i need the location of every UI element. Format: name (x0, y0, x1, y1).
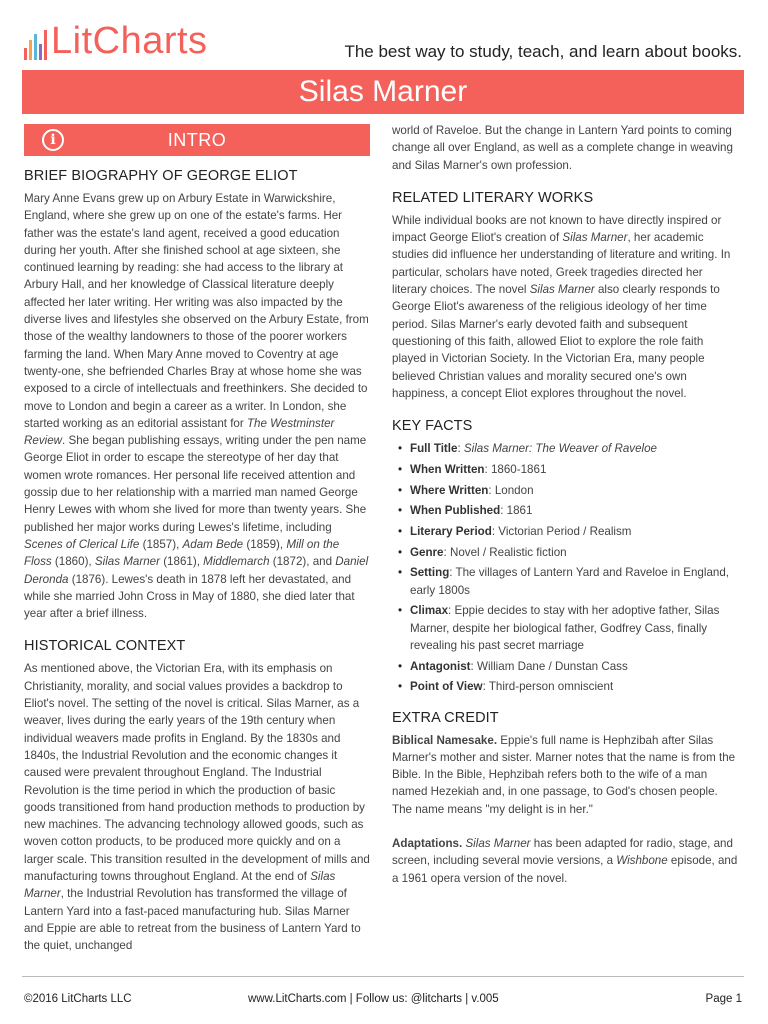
footer-divider (22, 976, 744, 977)
logo-text: LitCharts (51, 20, 208, 62)
related-heading: RELATED LITERARY WORKS (392, 189, 594, 206)
key-facts-list (392, 440, 738, 695)
intro-section-bar (24, 124, 370, 156)
biography-text: Mary Anne Evans grew up on Arbury Estate in Warwickshire, England, where she grew up on one of the estate's farms. Her father was the estate's land agent, received a good education during her youth. After she finished school at age sixteen, she continued learning by reading: she had access to the library at Arbury Hall, and her knowledge of Classical literature deeply affected her later writing. Her writing was also impacted by the diverse lives and lifestyles she observed on the Arbury Estate, from those of the wealthy landowners to those of the poorer workers farming the land. When Mary Anne moved to Coventry at age twenty-one, she befriended Charles Bray at whose home she was exposed to a circle of intellectuals and freethinkers. She decided to move to London and begin a career as a writer. In London, she started working as an editorial assistant for The Westminster Review. She began publishing essays, writing under the pen name George Eliot in order to escape the stereotype of her day that women wrote romances. Her personal life received attention and gossip due to her relationship with a married man named George Henry Lewes with whom she lived for more than twenty years. She published her major works during Lewes's lifetime, including Scenes of Clerical Life (1857), Adam Bede (1859), Mill on the Floss (1860), Silas Marner (1861), Middlemarch (1872), and Daniel Deronda (1876). Lewes's death in 1878 left her devastated, and while she married John Cross in May of 1880, she died later that year after a brief illness. (24, 192, 369, 621)
title-bar (22, 70, 744, 114)
historical-text-continued: world of Raveloe. But the change in Lantern Yard points to coming change all over England, as well as a complete change in weaving and Silas Marner's own profession. (392, 124, 733, 172)
book-title: Silas Marner (298, 75, 468, 108)
list-item: • Where Written: London (392, 482, 738, 499)
related-text: While individual books are not known to have directly inspired or impact George Eliot's creation of Silas Marner, her academic studies did influence her understanding of literature and writing. In particular, scholars have noted, Greek tragedies directed her literary choices. The novel Silas Marner also clearly responds to George Eliot's awareness of the religious ideology of her time period. Silas Marner's early devoted faith and subsequent questioning of this faith, allowed Eliot to explore the role faith played in Victorian Society. In the Victorian Era, many people believed Christian values and morality secured one's own happiness, a concept Eliot explores throughout the novel. (392, 213, 731, 400)
namesake-text: Biblical Namesake. Eppie's full name is Hephzibah after Silas Marner's mother and sister. Marner notes that the name is from the Bible. In the Bible, Hephzibah refers both to the wife of a man named Hezekiah and, in one passage, to God's chosen people. The name means "my delight is in her." (392, 733, 736, 816)
footer-links[interactable]: www.LitCharts.com | Follow us: @litcharts | v.005 (248, 993, 499, 1005)
list-item: • Point of View: Third-person omniscient (392, 678, 738, 695)
list-item: • Setting: The villages of Lantern Yard and Raveloe in England, early 1800s (392, 564, 738, 599)
right-column (392, 122, 738, 887)
list-item: • When Written: 1860-1861 (392, 461, 738, 478)
key-facts-heading: KEY FACTS (392, 418, 473, 435)
list-item: • Full Title: Silas Marner: The Weaver of Raveloe (392, 440, 738, 457)
historical-text: As mentioned above, the Victorian Era, with its emphasis on Christianity, morality, and social values provides a backdrop to Eliot's novel. The setting of the novel is critical. Silas Marner, as a weaver, lives during the early years of the 19th century when individual weavers made profits in England. By the 1830s and 1840s, the Industrial Revolution and the economic changes it caused were prevalent throughout England. The Industrial Revolution is the time period in which the production of basic goods transitioned from hand production methods to production by new machines. The advancing technology allowed goods, such as woven cotton products, to be produced more quickly and on a larger scale. This transition resulted in the development of mills and manufacturing towns throughout England. At the end of Silas Marner, the Industrial Revolution has transformed the village of Lantern Yard into a fast-paced manufacturing hub. Silas Marner and Eppie are able to retreat from the business of Lantern Yard to the quiet, unchanged (24, 662, 370, 953)
biography-heading: BRIEF BIOGRAPHY OF GEORGE ELIOT (24, 168, 298, 184)
list-item: • Literary Period: Victorian Period / Realism (392, 523, 738, 540)
list-item: • When Published: 1861 (392, 502, 738, 519)
extra-credit-heading: EXTRA CREDIT (392, 709, 499, 726)
list-item: • Climax: Eppie decides to stay with her adoptive father, Silas Marner, despite her biological father, Godfrey Cass, finally revealing his past secret marriage (392, 602, 738, 654)
adaptations-text: Adaptations. Silas Marner has been adapted for radio, stage, and screen, including several movie versions, a Wishbone episode, and a 1961 opera version of the novel. (392, 837, 738, 885)
footer-page-number: Page 1 (705, 993, 742, 1005)
footer-copyright: ©2016 LitCharts LLC (24, 993, 132, 1005)
tagline: The best way to study, teach, and learn about books. (344, 42, 742, 61)
list-item: • Antagonist: William Dane / Dunstan Cass (392, 658, 738, 675)
left-column (24, 124, 370, 954)
list-item: • Genre: Novel / Realistic fiction (392, 544, 738, 561)
logo-bars-icon (24, 30, 47, 60)
historical-heading: HISTORICAL CONTEXT (24, 638, 186, 655)
page-header (0, 0, 768, 70)
info-icon: i (42, 129, 64, 151)
intro-label: INTRO (167, 129, 227, 150)
litcharts-logo[interactable] (24, 22, 208, 60)
